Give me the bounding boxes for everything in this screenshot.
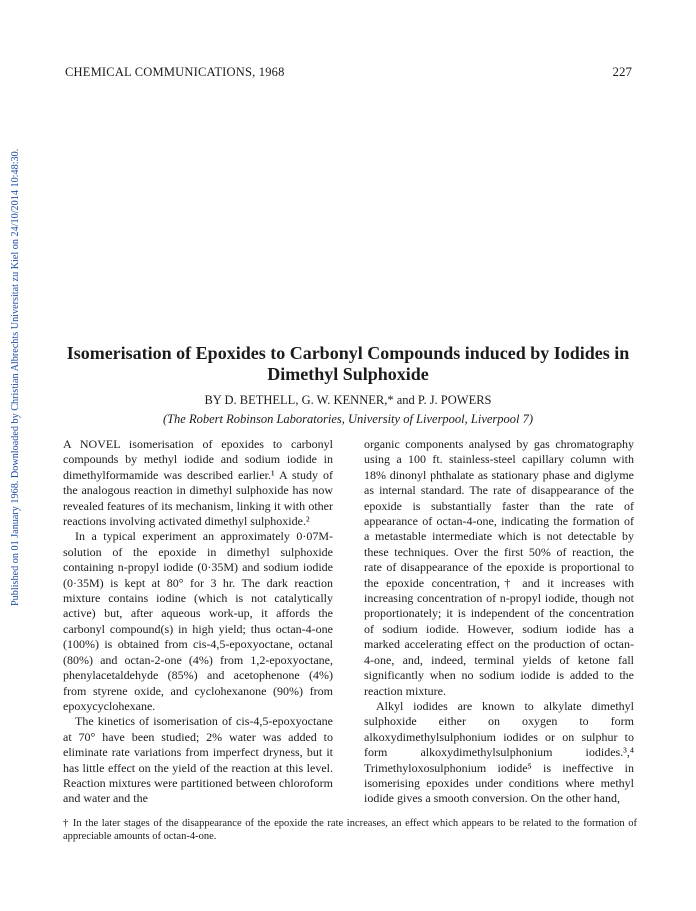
running-head: CHEMICAL COMMUNICATIONS, 1968 [65, 65, 285, 79]
body-column-right [364, 437, 634, 807]
paragraph: Alkyl iodides are known to alkylate dimethyl sulphoxide either on oxygen to form alkoxydimethylsulphonium iodides or on sulphur to form alkoxydimethylsulphonium iodides.³,⁴ Trimethyloxosulphonium iodide⁵ is ineffective in isomerising epoxides under conditions where methyl iodide gives a smooth conversion. On the other hand, [364, 698, 634, 806]
paragraph: organic components analysed by gas chromatography using a 100 ft. stainless-steel capillary column with 18% dinonyl phthalate as stationary phase and diglyme as internal standard. The rate of disappearance of the epoxide is substantially faster than the rate of appearance of octan-4-one, indicating the formation of a metastable intermediate which is not detectable by these techniques. Over the first 50% of reaction, the rate of disappearance of the epoxide is proportional to the epoxide concentration,† and it increases with increasing concentration of n-propyl iodide, though not proportionately; it is independent of the concentration of sodium iodide. However, sodium iodide has a marked accelerating effect on the production of octan-4-one, and, indeed, terminal yields of ketone fall significantly when no sodium iodide is added to the reaction mixture. [364, 437, 634, 698]
download-notice-sidebar [0, 86, 21, 606]
download-notice-text: Published on 01 January 1968. Downloaded by Christian Albrechts Universitat zu Kiel on 24/10/2014 10:48:30. [10, 148, 21, 606]
article-affiliation: (The Robert Robinson Laboratories, University of Liverpool, Liverpool 7) [162, 412, 534, 426]
footnote: † In the later stages of the disappearance of the epoxide the rate increases, an effect which appears to be related to the formation of appreciable amounts of octan-4-one. [63, 818, 637, 842]
paragraph: In a typical experiment an approximately 0·07M-solution of the epoxide in dimethyl sulphoxide containing n-propyl iodide (0·35M) and sodium iodide (0·35M) is kept at 80° for 3 hr. The dark reaction mixture contains iodine (which is not catalytically active) but, after aqueous work-up, it affords the carbonyl compound(s) in high yield; thus octan-4-one (100%) is obtained from cis-4,5-epoxyoctane, octanal (80%) and octan-2-one (4%) from 1,2-epoxyoctane, phenylacetaldehyde (85%) and acetophenone (4%) from styrene oxide, and cyclohexanone (90%) from epoxycyclohexane. [63, 529, 333, 713]
article-authors: BY D. BETHELL, G. W. KENNER,* and P. J. POWERS [204, 393, 492, 407]
body-column-left [63, 437, 333, 807]
page-number: 227 [612, 64, 632, 79]
paragraph: The kinetics of isomerisation of cis-4,5-epoxyoctane at 70° have been studied; 2% water was added to eliminate rate variations from imperfect dryness, but it has little effect on the yield of the reaction at this level. Reaction mixtures were partitioned between chloroform and water and the [63, 714, 333, 806]
paragraph: A NOVEL isomerisation of epoxides to carbonyl compounds by methyl iodide and sodium iodide in dimethylformamide was described earlier.¹ A study of the analogous reaction in dimethyl sulphoxide has now revealed features of its mechanism, linking it with other reactions involving activated dimethyl sulphoxide.² [63, 437, 333, 529]
article-title: Isomerisation of Epoxides to Carbonyl Compounds induced by Iodides in Dimethyl Sulphoxide [66, 343, 630, 384]
